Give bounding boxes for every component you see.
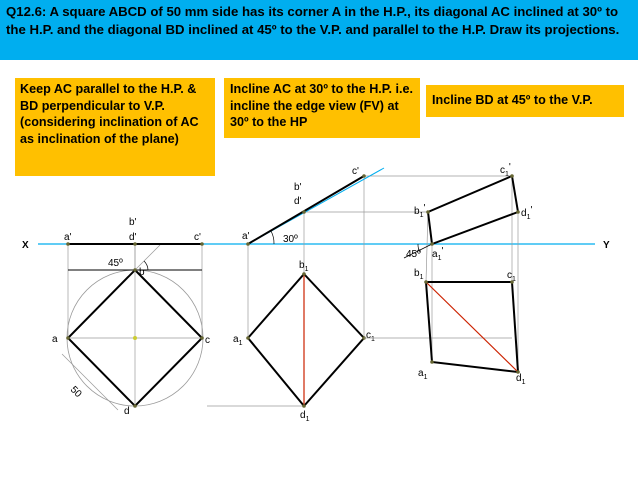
dimension-line: [62, 354, 118, 410]
step2-note: Incline AC at 30º to the H.P. i.e. incline the edge view (FV) at 30º to the HP: [224, 78, 420, 138]
label-b1-prime-3-main: b: [414, 206, 420, 217]
label-d1-2: [300, 410, 310, 423]
label-c1-2-sub: 1: [371, 336, 375, 343]
y-label: Y: [603, 240, 610, 251]
point-centre: [133, 336, 137, 340]
label-a1-3: [418, 368, 428, 381]
label-b1-3-sub: 1: [419, 274, 424, 281]
label-a: a: [52, 334, 58, 345]
figure-1: [52, 217, 210, 417]
step3-note: Incline BD at 45º to the V.P.: [426, 85, 624, 117]
question-text: Q12.6: A square ABCD of 50 mm side has its corner A in the H.P., its diagonal AC inclined at 30º to the H.P. and the diagonal BD inclined at 45º to the V.P. and parallel to the H.P. Draw its projections.: [6, 4, 620, 37]
label-b-prime-2: b': [294, 182, 302, 193]
label-b1-prime-3-sub: 1: [419, 212, 424, 219]
label-c-prime-2: c': [352, 166, 359, 177]
label-b1-3: [414, 268, 424, 281]
label-a1-2: [233, 334, 243, 347]
label-b1-2-sub: 1: [304, 266, 309, 273]
label-c1-2: [366, 330, 375, 343]
label-c1-2-main: c: [366, 330, 371, 341]
figure-2: [207, 166, 512, 423]
label-a1-prime-3-mark: ': [441, 246, 444, 257]
point-b1-3: [424, 280, 428, 284]
point-d1-2: [302, 404, 306, 408]
angle-label-3: 45º: [406, 249, 421, 260]
label-c1-prime-3-mark: ': [508, 162, 511, 173]
label-c1-prime-3-sub: 1: [505, 171, 509, 178]
label-d1-3: [516, 373, 526, 386]
label-d1-prime-3-mark: ': [530, 205, 533, 216]
point-a-prime-2: [246, 242, 250, 246]
label-b1-prime-3-mark: ': [423, 203, 426, 214]
dimension-label: 50: [67, 384, 84, 400]
point-a: [66, 336, 70, 340]
label-d-prime-2: d': [294, 196, 302, 207]
figure-3: [364, 162, 532, 386]
point-a1-2: [246, 336, 250, 340]
point-a1-3: [430, 360, 434, 364]
point-b: [133, 268, 137, 272]
label-b: b: [139, 267, 145, 278]
tv-square-2: [248, 274, 364, 406]
label-d-prime: d': [129, 232, 137, 243]
label-c1-3-main: c: [507, 270, 512, 281]
label-b1-3-main: b: [414, 268, 420, 279]
label-b1-2: [299, 260, 309, 273]
label-d1-prime-3: [521, 205, 532, 221]
point-c: [200, 336, 204, 340]
label-b1-2-main: b: [299, 260, 305, 271]
label-a-prime: a': [64, 232, 72, 243]
point-bd-prime-2: [302, 210, 306, 214]
fv-edge-2: [248, 176, 364, 244]
fv-quad-3: [428, 176, 518, 244]
angle-arc-2: [271, 231, 274, 244]
diagonal-bd-3: [426, 282, 518, 372]
label-a1-prime-3-main: a: [432, 249, 438, 260]
point-c-prime-2: [362, 174, 366, 178]
point-b1-prime-3: [426, 210, 430, 214]
label-a1-3-sub: 1: [423, 374, 428, 381]
label-a1-2-sub: 1: [238, 340, 243, 347]
point-d1-prime-3: [516, 210, 520, 214]
point-c1-prime-3: [510, 174, 514, 178]
point-a1-prime-3: [430, 242, 434, 246]
label-d1-prime-3-sub: 1: [526, 214, 531, 221]
label-b1-prime-3: [414, 203, 425, 219]
angle-arc-1: [144, 261, 148, 270]
label-c1-prime-3-main: c: [500, 165, 505, 176]
label-d1-2-main: d: [300, 410, 306, 421]
label-a1-prime-3-sub: 1: [437, 255, 442, 262]
label-d1-3-main: d: [516, 373, 522, 384]
label-c: c: [205, 335, 210, 346]
label-a1-prime-3: [432, 246, 443, 262]
label-c-prime: c': [194, 232, 201, 243]
angle-label-1: 45º: [108, 258, 123, 269]
label-a1-3-main: a: [418, 368, 424, 379]
label-c1-prime-3: [500, 162, 511, 178]
label-d1-prime-3-main: d: [521, 208, 527, 219]
label-c1-3-sub: 1: [512, 276, 516, 283]
point-d: [133, 404, 137, 408]
label-d1-3-sub: 1: [521, 379, 526, 386]
label-d: d: [124, 406, 130, 417]
label-d1-2-sub: 1: [305, 416, 310, 423]
x-label: X: [22, 240, 29, 251]
step1-note: Keep AC parallel to the H.P. & BD perpendicular to V.P. (considering inclination of AC as inclination of the plane): [15, 78, 215, 176]
label-a1-2-main: a: [233, 334, 239, 345]
label-b-prime: b': [129, 217, 137, 228]
angle-label-2: 30º: [283, 234, 298, 245]
label-a-prime-2: a': [242, 231, 250, 242]
